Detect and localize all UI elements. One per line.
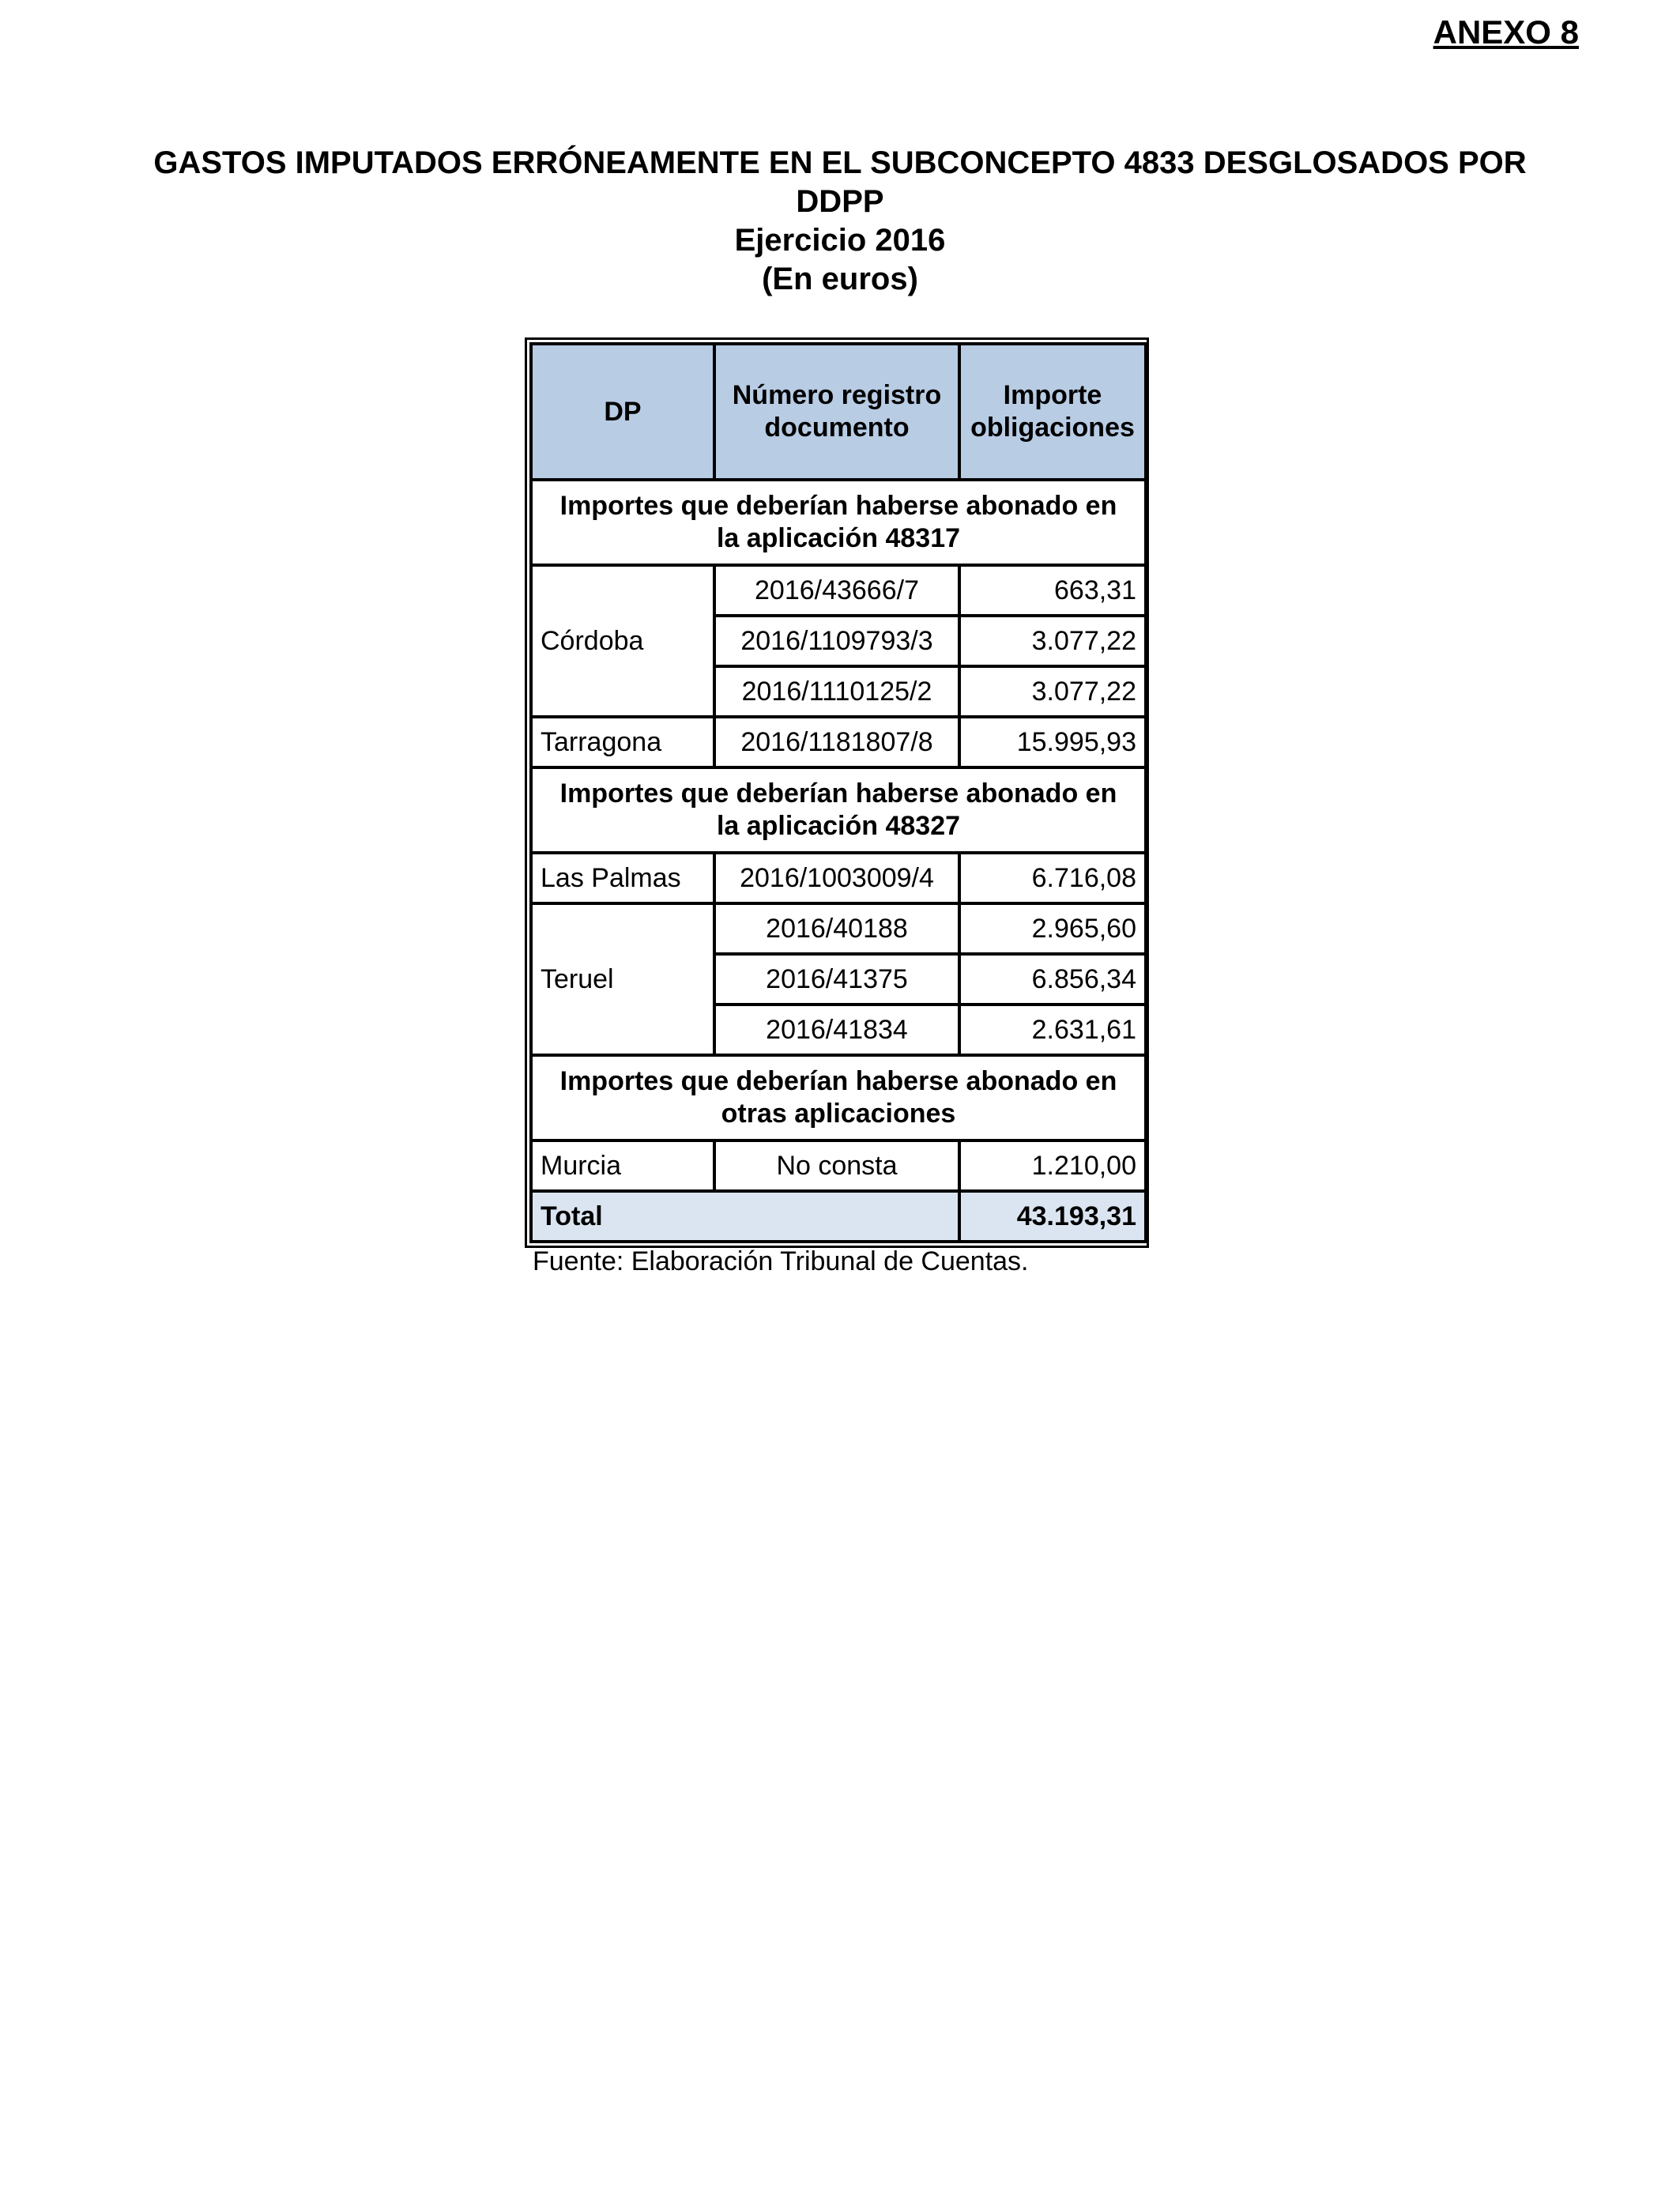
section-title — [531, 1055, 1146, 1140]
document-cell: 2016/1109793/3 — [714, 616, 959, 666]
header-dp: DP — [531, 344, 714, 480]
document-cell: 2016/1003009/4 — [714, 853, 959, 903]
section-title-line-2: la aplicación 48317 — [716, 523, 961, 553]
document-cell: 2016/41834 — [714, 1005, 959, 1055]
dp-cell: Teruel — [531, 903, 714, 1055]
expenses-table — [529, 342, 1147, 1243]
section-row — [531, 480, 1146, 565]
amount-cell: 2.631,61 — [959, 1005, 1146, 1055]
document-cell: 2016/41375 — [714, 954, 959, 1005]
document-title — [79, 144, 1601, 299]
title-line-1: GASTOS IMPUTADOS ERRÓNEAMENTE EN EL SUBCONCEPTO 4833 DESGLOSADOS POR — [153, 145, 1527, 180]
table-row — [531, 565, 1146, 616]
total-label: Total — [531, 1191, 959, 1242]
table-frame — [525, 337, 1149, 1248]
source-note: Fuente: Elaboración Tribunal de Cuentas. — [533, 1246, 1029, 1276]
section-title-line-1: Importes que deberían haberse abonado en — [559, 1066, 1117, 1096]
amount-cell: 663,31 — [959, 565, 1146, 616]
header-doc-line-2: documento — [764, 413, 910, 443]
section-title — [531, 480, 1146, 565]
section-title-line-1: Importes que deberían haberse abonado en — [559, 491, 1117, 521]
amount-cell: 2.965,60 — [959, 903, 1146, 954]
document-cell: 2016/43666/7 — [714, 565, 959, 616]
section-row — [531, 767, 1146, 853]
document-cell: 2016/1181807/8 — [714, 717, 959, 767]
title-line-4: (En euros) — [762, 262, 918, 296]
total-amount: 43.193,31 — [959, 1191, 1146, 1242]
amount-cell: 1.210,00 — [959, 1140, 1146, 1191]
table-header-row — [531, 344, 1146, 480]
amount-cell: 3.077,22 — [959, 666, 1146, 717]
dp-cell: Tarragona — [531, 717, 714, 767]
table-row — [531, 1140, 1146, 1191]
amount-cell: 3.077,22 — [959, 616, 1146, 666]
total-row — [531, 1191, 1146, 1242]
document-cell: 2016/40188 — [714, 903, 959, 954]
dp-cell: Murcia — [531, 1140, 714, 1191]
title-line-3: Ejercicio 2016 — [734, 223, 946, 258]
header-amount — [959, 344, 1146, 480]
header-amount-line-2: obligaciones — [970, 413, 1135, 443]
amount-cell: 6.856,34 — [959, 954, 1146, 1005]
dp-cell: Córdoba — [531, 565, 714, 717]
annex-label: ANEXO 8 — [1433, 13, 1579, 51]
section-row — [531, 1055, 1146, 1140]
table-row — [531, 903, 1146, 954]
title-line-2: DDPP — [796, 184, 884, 219]
amount-cell: 6.716,08 — [959, 853, 1146, 903]
document-cell: No consta — [714, 1140, 959, 1191]
header-doc-line-1: Número registro — [732, 380, 942, 410]
table-row — [531, 853, 1146, 903]
header-document-number — [714, 344, 959, 480]
dp-cell: Las Palmas — [531, 853, 714, 903]
table-row — [531, 717, 1146, 767]
section-title-line-1: Importes que deberían haberse abonado en — [559, 778, 1117, 809]
header-amount-line-1: Importe — [1003, 380, 1102, 410]
document-cell: 2016/1110125/2 — [714, 666, 959, 717]
section-title-line-2: la aplicación 48327 — [716, 811, 961, 841]
section-title — [531, 767, 1146, 853]
section-title-line-2: otras aplicaciones — [721, 1099, 956, 1129]
amount-cell: 15.995,93 — [959, 717, 1146, 767]
